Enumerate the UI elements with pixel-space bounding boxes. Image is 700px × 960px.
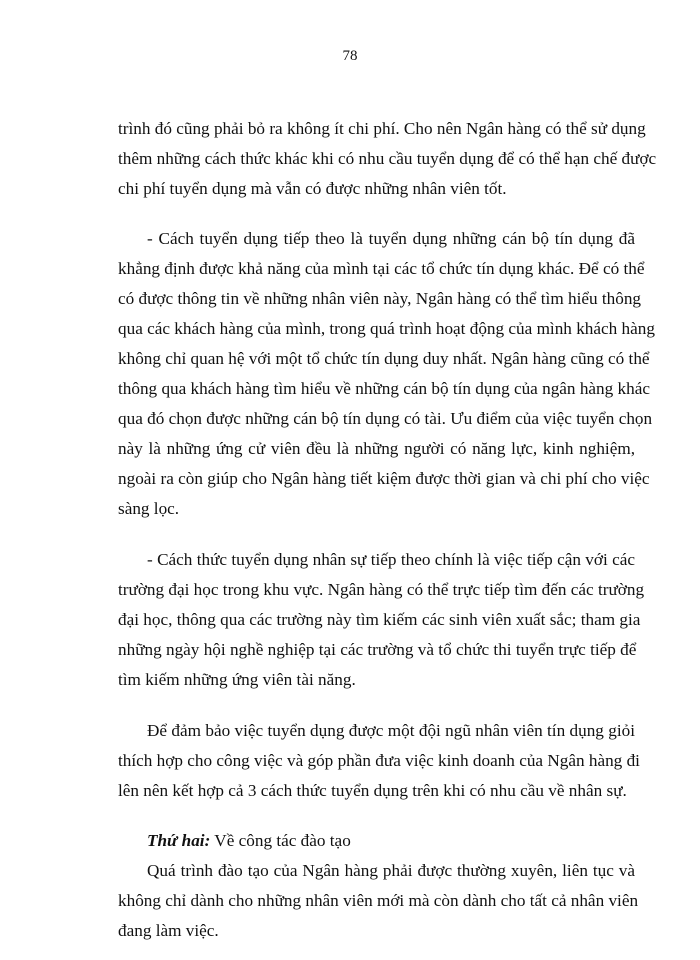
text-line: thêm những cách thức khác khi có nhu cầu tuyển dụng để có thể hạn chế được <box>118 149 657 168</box>
text-line: này là những ứng cử viên đều là những người có năng lực, kinh nghiệm, <box>118 439 635 458</box>
text-line: trường đại học trong khu vực. Ngân hàng có thể trực tiếp tìm đến các trường <box>118 580 645 599</box>
section-heading <box>147 829 635 853</box>
section-heading-lead: Thứ hai: <box>147 831 211 850</box>
section-heading-text: Về công tác đào tạo <box>210 831 351 850</box>
text-line: không chỉ dành cho những nhân viên mới mà còn dành cho tất cả nhân viên <box>118 891 639 910</box>
text-line: lên nên kết hợp cả 3 cách thức tuyển dụng trên khi có nhu cầu về nhân sự. <box>118 781 627 800</box>
text-line: thông qua khách hàng tìm hiểu về những cán bộ tín dụng của ngân hàng khác <box>118 379 650 398</box>
text-line: qua đó chọn được những cán bộ tín dụng có tài. Ưu điểm của việc tuyển chọn <box>118 409 653 428</box>
text-line: không chỉ quan hệ với một tổ chức tín dụng duy nhất. Ngân hàng cũng có thể <box>118 349 650 368</box>
text-line: sàng lọc. <box>118 499 180 518</box>
text-line: trình đó cũng phải bỏ ra không ít chi phí. Cho nên Ngân hàng có thể sử dụng <box>118 119 646 138</box>
text-line: - Cách tuyển dụng tiếp theo là tuyển dụng những cán bộ tín dụng đã <box>147 229 635 248</box>
text-line: qua các khách hàng của mình, trong quá trình hoạt động của mình khách hàng <box>118 319 655 338</box>
text-line: thích hợp cho công việc và góp phần đưa việc kinh doanh của Ngân hàng đi <box>118 751 640 770</box>
text-line: Để đảm bảo việc tuyển dụng được một đội ngũ nhân viên tín dụng giỏi <box>147 721 635 740</box>
text-line: Quá trình đào tạo của Ngân hàng phải được thường xuyên, liên tục và <box>147 861 635 880</box>
text-line: - Cách thức tuyển dụng nhân sự tiếp theo chính là việc tiếp cận với các <box>147 550 635 569</box>
text-line: ngoài ra còn giúp cho Ngân hàng tiết kiệm được thời gian và chi phí cho việc <box>118 469 650 488</box>
text-line: những ngày hội nghề nghiệp tại các trường và tổ chức thi tuyển trực tiếp để <box>118 640 637 659</box>
text-line: chi phí tuyển dụng mà vẫn có được những nhân viên tốt. <box>118 179 507 198</box>
text-line: tìm kiếm những ứng viên tài năng. <box>118 670 356 689</box>
text-line: khẳng định được khả năng của mình tại các tổ chức tín dụng khác. Để có thể <box>118 259 645 278</box>
page-number: 78 <box>342 48 358 64</box>
text-line: đang làm việc. <box>118 921 219 940</box>
text-line: có được thông tin về những nhân viên này, Ngân hàng có thể tìm hiểu thông <box>118 289 642 308</box>
text-line: đại học, thông qua các trường này tìm kiếm các sinh viên xuất sắc; tham gia <box>118 610 641 629</box>
